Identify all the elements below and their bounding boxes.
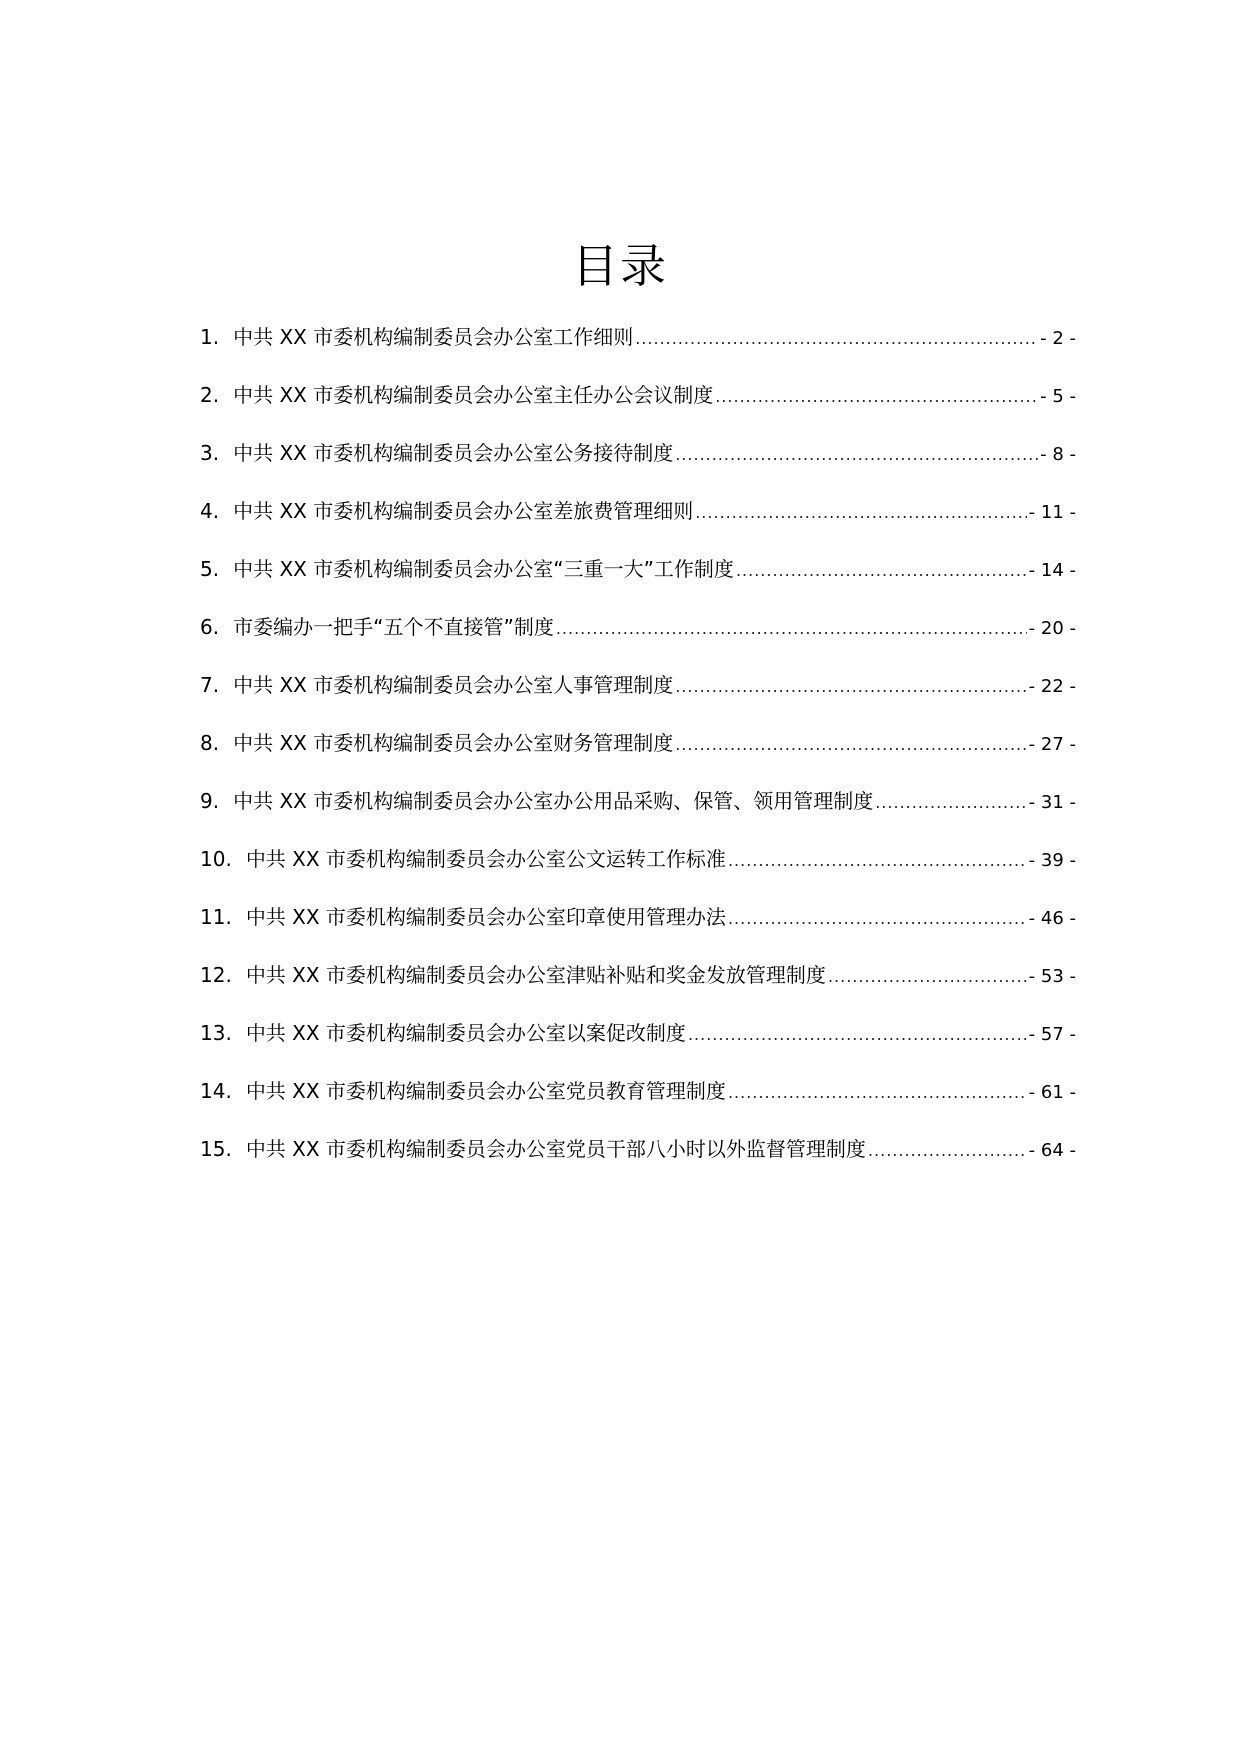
toc-entry-page: - 57 - xyxy=(1028,1024,1076,1045)
toc-dot-leader xyxy=(675,438,1038,472)
toc-entry-title: 中共 XX 市委机构编制委员会办公室津贴补贴和奖金发放管理制度 xyxy=(245,963,826,987)
toc-dot-leader xyxy=(828,960,1027,994)
toc-entry-page: - 11 - xyxy=(1028,502,1076,523)
toc-entry-number: 10. xyxy=(200,847,232,871)
toc-entry-number: 5. xyxy=(200,557,220,581)
toc-dot-leader xyxy=(688,1018,1027,1052)
toc-entry-page: - 22 - xyxy=(1028,676,1076,697)
toc-entry-number: 14. xyxy=(200,1079,232,1103)
toc-entry-page: - 64 - xyxy=(1028,1140,1076,1161)
toc-entry-title: 中共 XX 市委机构编制委员会办公室印章使用管理办法 xyxy=(245,905,726,929)
toc-entry-title: 中共 XX 市委机构编制委员会办公室公务接待制度 xyxy=(233,441,674,465)
toc-entry-number: 3. xyxy=(200,441,220,465)
toc-dot-leader xyxy=(736,554,1027,588)
toc-entry-number: 15. xyxy=(200,1137,232,1161)
toc-entry-title: 中共 XX 市委机构编制委员会办公室以案促改制度 xyxy=(245,1021,686,1045)
toc-entry[interactable] xyxy=(200,668,1076,726)
toc-dot-leader xyxy=(728,844,1027,878)
toc-entry[interactable] xyxy=(200,784,1076,842)
toc-dot-leader xyxy=(728,902,1027,936)
toc-entry-page: - 14 - xyxy=(1028,560,1076,581)
toc-entry-page: - 5 - xyxy=(1040,386,1076,407)
toc-entry[interactable] xyxy=(200,1132,1076,1190)
toc-dot-leader xyxy=(728,1076,1027,1110)
toc-entry-title: 中共 XX 市委机构编制委员会办公室工作细则 xyxy=(233,325,634,349)
toc-entry-page: - 53 - xyxy=(1028,966,1076,987)
toc-entry-page: - 2 - xyxy=(1040,328,1076,349)
toc-entry-title: 中共 XX 市委机构编制委员会办公室党员干部八小时以外监督管理制度 xyxy=(245,1137,866,1161)
toc-entry-number: 1. xyxy=(200,325,220,349)
toc-dot-leader xyxy=(868,1134,1027,1168)
toc-entry-title: 中共 XX 市委机构编制委员会办公室办公用品采购、保管、领用管理制度 xyxy=(233,789,874,813)
toc-entry-title: 中共 XX 市委机构编制委员会办公室公文运转工作标准 xyxy=(245,847,726,871)
toc-entry-page: - 8 - xyxy=(1040,444,1076,465)
toc-entry-title: 中共 XX 市委机构编制委员会办公室“三重一大”工作制度 xyxy=(233,557,734,581)
toc-entry-number: 8. xyxy=(200,731,220,755)
toc-entry-number: 6. xyxy=(200,615,220,639)
toc-dot-leader xyxy=(675,728,1026,762)
toc-dot-leader xyxy=(635,322,1038,356)
toc-dot-leader xyxy=(675,670,1026,704)
toc-entry-title: 中共 XX 市委机构编制委员会办公室党员教育管理制度 xyxy=(245,1079,726,1103)
toc-entry[interactable] xyxy=(200,1074,1076,1132)
toc-entry[interactable] xyxy=(200,726,1076,784)
toc-entry[interactable] xyxy=(200,610,1076,668)
toc-entry-title: 中共 XX 市委机构编制委员会办公室主任办公会议制度 xyxy=(233,383,714,407)
toc-entry-title: 中共 XX 市委机构编制委员会办公室人事管理制度 xyxy=(233,673,674,697)
toc-entry-title: 中共 XX 市委机构编制委员会办公室财务管理制度 xyxy=(233,731,674,755)
toc-entry-page: - 46 - xyxy=(1028,908,1076,929)
toc-dot-leader xyxy=(875,786,1026,820)
toc-entry-title: 中共 XX 市委机构编制委员会办公室差旅费管理细则 xyxy=(233,499,694,523)
toc-title: 目录 xyxy=(572,239,668,293)
toc-entry[interactable] xyxy=(200,1016,1076,1074)
toc-entry[interactable] xyxy=(200,320,1076,378)
toc-entry-number: 11. xyxy=(200,905,232,929)
toc-entry-number: 9. xyxy=(200,789,220,813)
toc-entry[interactable] xyxy=(200,958,1076,1016)
toc-entry-number: 7. xyxy=(200,673,220,697)
toc-dot-leader xyxy=(695,496,1026,530)
toc-entry-page: - 27 - xyxy=(1028,734,1076,755)
toc-dot-leader xyxy=(556,612,1027,646)
toc-entry[interactable] xyxy=(200,552,1076,610)
toc-dot-leader xyxy=(715,380,1038,414)
toc-entry-title: 市委编办一把手“五个不直接管”制度 xyxy=(233,615,554,639)
toc-entry-page: - 20 - xyxy=(1028,618,1076,639)
toc-entry[interactable] xyxy=(200,378,1076,436)
toc-entry-number: 4. xyxy=(200,499,220,523)
toc-entry[interactable] xyxy=(200,900,1076,958)
toc-entry-page: - 39 - xyxy=(1028,850,1076,871)
toc-entry-number: 2. xyxy=(200,383,220,407)
toc-entry[interactable] xyxy=(200,494,1076,552)
toc-entry-number: 13. xyxy=(200,1021,232,1045)
toc-list xyxy=(200,320,1076,1190)
toc-entry[interactable] xyxy=(200,842,1076,900)
toc-entry-number: 12. xyxy=(200,963,232,987)
toc-entry-page: - 61 - xyxy=(1028,1082,1076,1103)
toc-entry-page: - 31 - xyxy=(1028,792,1076,813)
toc-entry[interactable] xyxy=(200,436,1076,494)
